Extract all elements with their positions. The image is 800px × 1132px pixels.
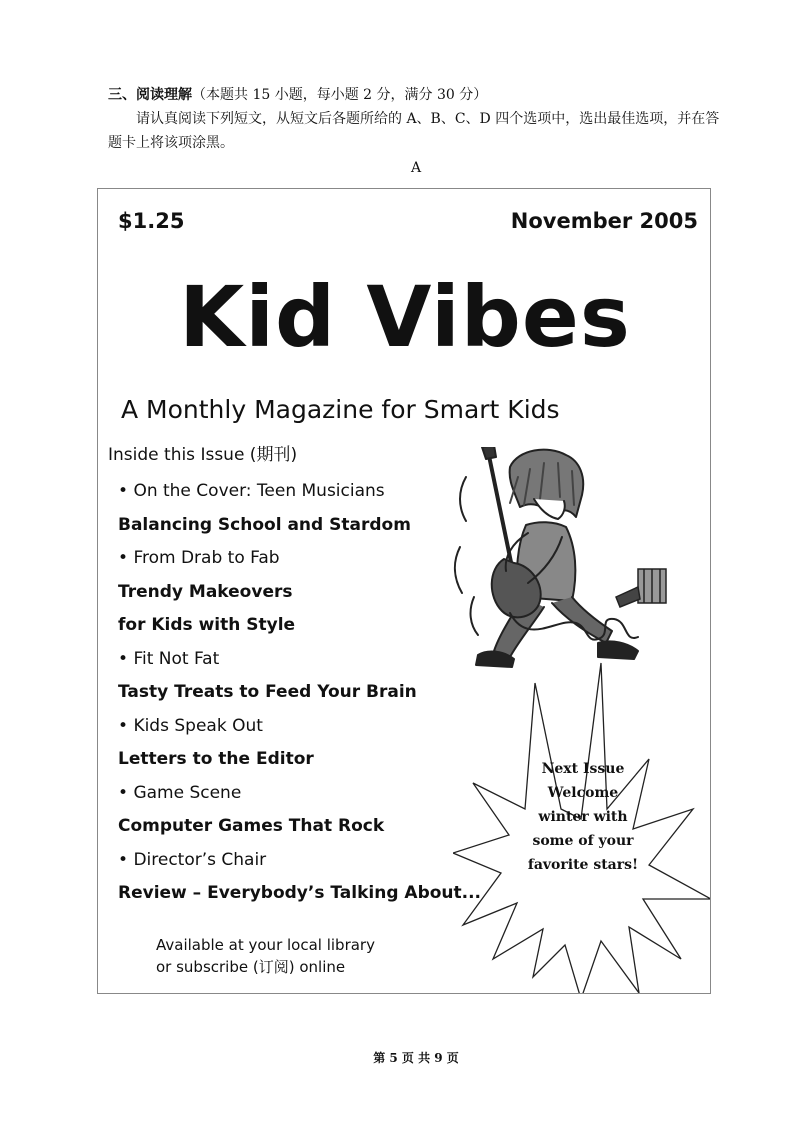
contents-item-bullet: • On the Cover: Teen Musicians	[118, 475, 538, 509]
contents-item-bullet: • Director’s Chair	[118, 844, 538, 878]
guitarist-illustration	[448, 447, 668, 679]
contents-item-heading: Tasty Treats to Feed Your Brain	[118, 682, 417, 702]
contents-item-heading: for Kids with Style	[118, 615, 296, 635]
starburst-text	[508, 757, 658, 877]
passage-label: A	[410, 160, 422, 176]
availability-line: Available at your local library	[156, 936, 375, 954]
starburst-line: Next Issue	[541, 761, 625, 777]
contents-item-heading: Review – Everybody’s Talking About...	[118, 883, 482, 903]
section-heading	[108, 85, 748, 105]
contents-item-bullet: • From Drab to Fab	[118, 542, 538, 576]
magazine-tagline: A Monthly Magazine for Smart Kids	[121, 395, 560, 424]
contents-item-bullet: • Game Scene	[118, 777, 538, 811]
magazine-price: $1.25	[118, 209, 185, 233]
magazine-title: Kid Vibes	[179, 268, 631, 366]
section-title: 三、阅读理解	[108, 87, 192, 103]
instructions: 请认真阅读下列短文，从短文后各题所给的 A、B、C、D 四个选项中，选出最佳选项，并在答题卡上将该项涂黑。	[108, 111, 720, 151]
availability-note	[156, 934, 375, 978]
starburst-line: winter with	[538, 809, 628, 825]
contents-item-bullet: • Fit Not Fat	[118, 643, 538, 677]
contents-item-heading: Trendy Makeovers	[118, 581, 293, 602]
contents-item-heading: Computer Games That Rock	[118, 816, 385, 836]
inside-issue-heading: Inside this Issue (期刊)	[108, 445, 298, 465]
section-note: （本题共 15 小题，每小题 2 分，满分 30 分）	[192, 87, 488, 103]
availability-line: or subscribe (订阅) online	[156, 958, 346, 976]
magazine-cover	[97, 188, 711, 994]
contents-item-bullet: • Kids Speak Out	[118, 710, 538, 744]
contents-item-heading: Balancing School and Stardom	[118, 514, 411, 535]
starburst-line: Welcome	[547, 785, 619, 801]
magazine-date: November 2005	[510, 209, 698, 233]
starburst-line: some of your	[532, 833, 634, 849]
starburst-line: favorite stars!	[527, 857, 639, 873]
page-indicator: 第 5 页 共 9 页	[373, 1051, 459, 1065]
contents-item-heading: Letters to the Editor	[118, 749, 314, 769]
